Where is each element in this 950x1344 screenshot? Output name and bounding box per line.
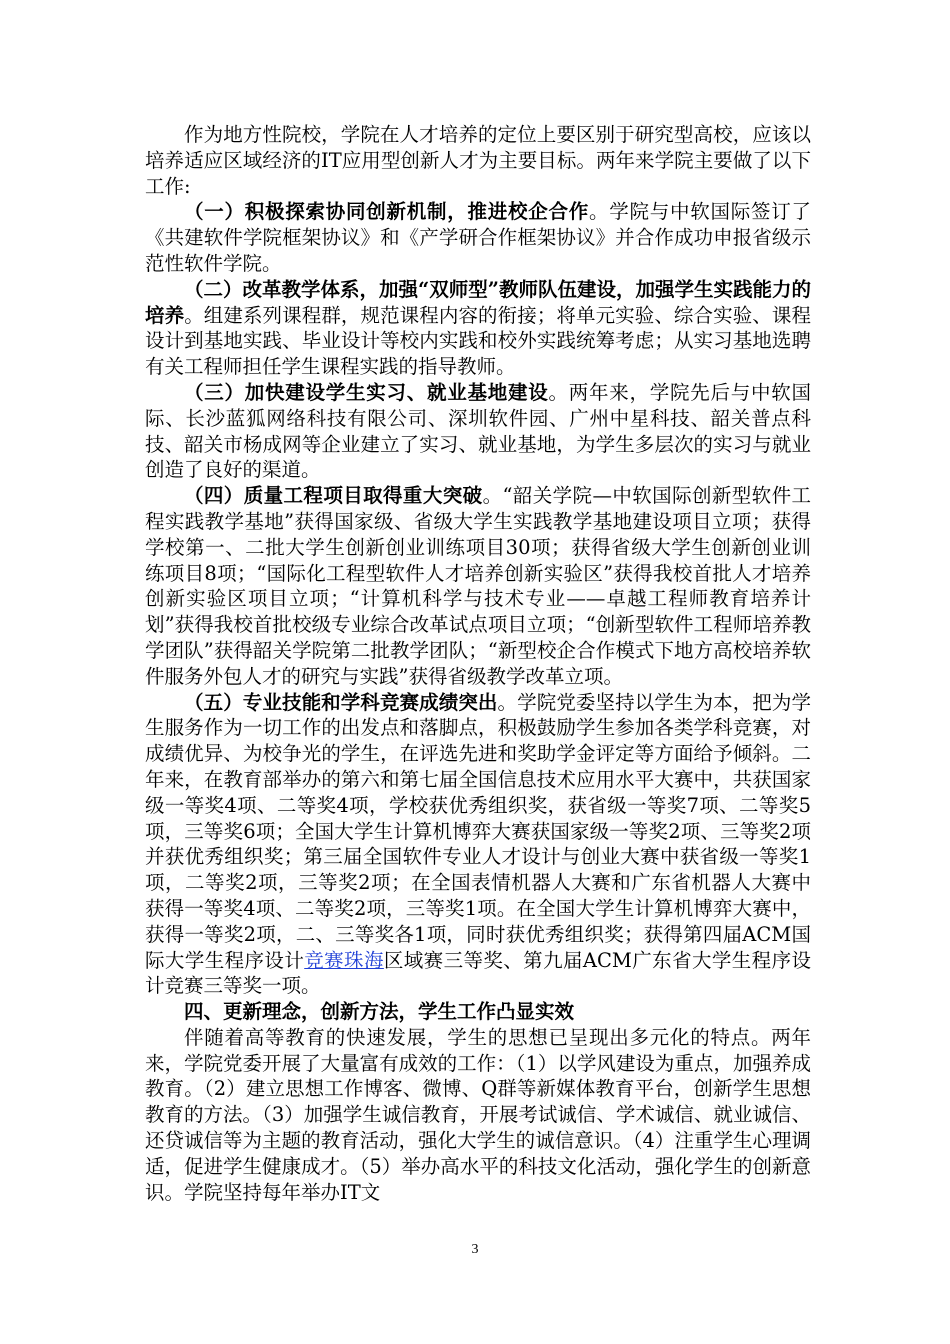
- item-5-heading: （五）专业技能和学科竞赛成绩突出: [184, 690, 498, 714]
- competition-link[interactable]: 竞赛珠海: [304, 948, 384, 972]
- item-5-text-b: 区域赛三等奖、第九届ACM广东省大学生程序设计竞赛三等奖一项。: [145, 948, 811, 998]
- item-2-heading: （二）改革教学体系，加强“双师型”教师队伍建设，加强学生实践能力的培养: [145, 277, 811, 327]
- document-body: [145, 122, 811, 1205]
- paragraph-section-4: 伴随着高等教育的快速发展，学生的思想已呈现出多元化的特点。两年来，学院党委开展了大量富有成效的工作：（1）以学风建设为重点，加强养成教育。（2）建立思想工作博客、微博、Q群等新媒体教育平台，创新学生思想教育的方法。（3）加强学生诚信教育，开展考试诚信、学术诚信、就业诚信、还贷诚信等为主题的教育活动，强化大学生的诚信意识。（4）注重学生心理调适，促进学生健康成才。（5）举办高水平的科技文化活动，强化学生的创新意识。学院坚持每年举办IT文: [145, 1025, 811, 1204]
- item-1-text: 。学院与中软国际签订了《共建软件学院框架协议》和《产学研合作框架协议》并合作成功申报省级示范性软件学院。: [145, 200, 811, 275]
- item-5-text-a: 。学院党委坚持以学生为本，把为学生服务作为一切工作的出发点和落脚点，积极鼓励学生参加各类学科竞赛，对成绩优异、为校争光的学生，在评选先进和奖助学金评定等方面给予倾斜。二年来，在教育部举办的第六和第七届全国信息技术应用水平大赛中，共获国家级一等奖4项、二等奖4项，学校获优秀组织奖，获省级一等奖7项、二等奖5项，三等奖6项；全国大学生计算机博弈大赛获国家级一等奖2项、三等奖2项并获优秀组织奖；第三届全国软件专业人才设计与创业大赛中获省级一等奖1项，二等奖2项，三等奖2项；在全国表情机器人大赛和广东省机器人大赛中获得一等奖4项、二等奖2项，三等奖1项。在全国大学生计算机博弈大赛中，获得一等奖2项，二、三等奖各1项，同时获优秀组织奖；获得第四届ACM国际大学生程序设计: [145, 690, 811, 972]
- item-2-text: 。组建系列课程群，规范课程内容的衔接；将单元实验、综合实验、课程设计到基地实践、毕业设计等校内实践和校外实践统筹考虑；从实习基地选聘有关工程师担任学生课程实践的指导教师。: [145, 303, 811, 379]
- paragraph-intro: 作为地方性院校，学院在人才培养的定位上要区别于研究型高校，应该以培养适应区域经济的IT应用型创新人才为主要目标。两年来学院主要做了以下工作:: [145, 123, 811, 198]
- paragraph-item-1: [145, 199, 811, 276]
- paragraph-item-3: [145, 380, 811, 483]
- paragraph-item-2: [145, 277, 811, 380]
- paragraph-item-5: [145, 690, 811, 1000]
- item-3-text: 。两年来，学院先后与中软国际、长沙蓝狐网络科技有限公司、深圳软件园、广州中星科技、韶关普点科技、韶关市杨成网等企业建立了实习、就业基地，为学生多层次的实习与就业创造了良好的渠道。: [145, 380, 811, 482]
- item-4-text: 。“韶关学院—中软国际创新型软件工程实践教学基地”获得国家级、省级大学生实践教学基地建设项目立项；获得学校第一、二批大学生创新创业训练项目30项；获得省级大学生创新创业训练项目8项；“国际化工程型软件人才培养创新实验区”获得我校首批人才培养创新实验区项目立项；“计算机科学与技术专业——卓越工程师教育培养计划”获得我校首批校级专业综合改革试点项目立项；“创新型软件工程师培养教学团队”获得韶关学院第二批教学团队；“新型校企合作模式下地方高校培养软件服务外包人才的研究与实践”获得省级教学改革立项。: [145, 484, 811, 688]
- section-heading: [145, 999, 811, 1025]
- item-1-heading: （一）积极探索协同创新机制，推进校企合作: [184, 200, 589, 224]
- section-heading-text: 四、更新理念，创新方法，学生工作凸显实效: [184, 1000, 575, 1024]
- page-number: 3: [471, 1242, 479, 1257]
- item-3-heading: （三）加快建设学生实习、就业基地建设: [184, 380, 549, 404]
- paragraph-item-4: [145, 483, 811, 689]
- item-4-heading: （四）质量工程项目取得重大突破: [184, 484, 483, 508]
